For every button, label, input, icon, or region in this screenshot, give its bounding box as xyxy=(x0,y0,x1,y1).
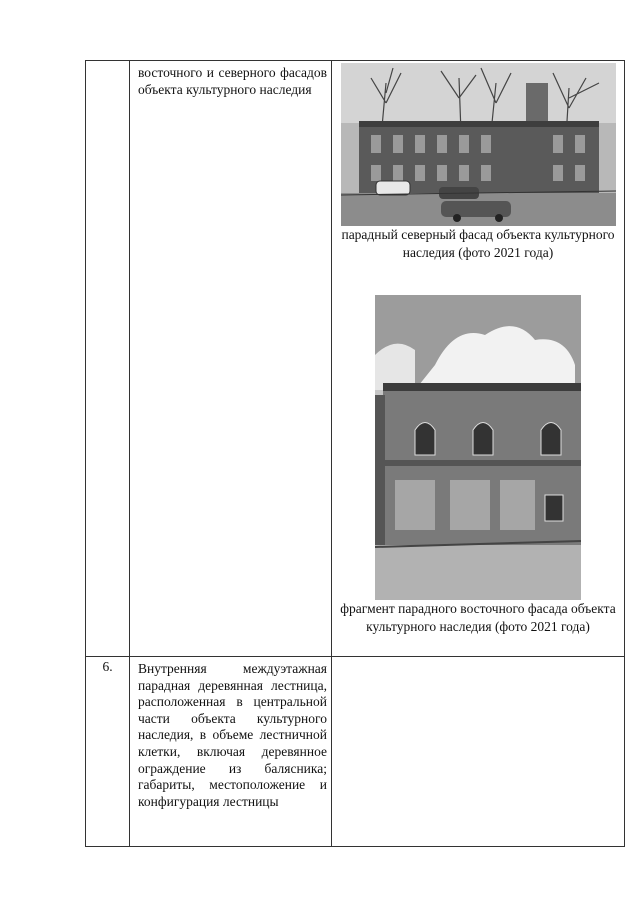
figure-caption: парадный северный фасад объекта культурного наследия (фото 2021 года) xyxy=(341,227,615,260)
row-description: восточного и северного фасадов объекта культурного наследия xyxy=(138,65,327,97)
photo-cell xyxy=(332,61,625,657)
figure-caption: фрагмент парадного восточного фасада объекта культурного наследия (фото 2021 года) xyxy=(340,601,616,634)
row-description: Внутренняя междуэтажная парадная деревянная лестница, расположенная в центральной части объекта культурного наследия, в объеме лестничной клетки, включая деревянное ограждение из балясника; габариты, местоположение и конфигурация лестницы xyxy=(138,661,327,809)
building-photo-icon xyxy=(341,63,616,226)
table-row xyxy=(86,657,625,847)
row-number-cell xyxy=(86,657,130,847)
row-number: 6. xyxy=(102,659,113,674)
photo-cell xyxy=(332,657,625,847)
row-number-cell xyxy=(86,61,130,657)
description-cell xyxy=(130,61,332,657)
description-cell xyxy=(130,657,332,847)
row-number xyxy=(86,61,129,63)
figure-east-facade xyxy=(332,295,624,635)
heritage-elements-table xyxy=(85,60,625,847)
figure-north-facade xyxy=(332,63,624,261)
building-photo-icon xyxy=(375,295,581,600)
table-row xyxy=(86,61,625,657)
